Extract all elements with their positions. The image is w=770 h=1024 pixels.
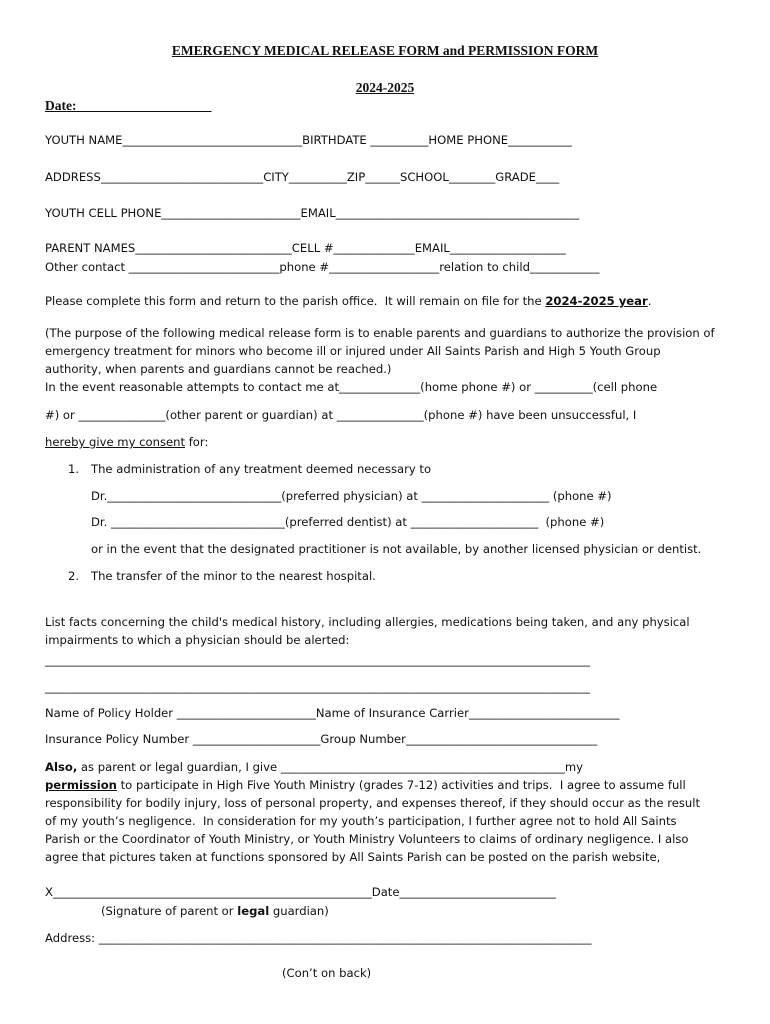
signature-caption-pre: (Signature of parent or [101,904,238,918]
contact-attempt-line-2[interactable]: #) or _______________(other parent or guardian) at _______________(phone #) have been unsuccessful, I [45,408,637,422]
permission-line-1[interactable] [45,759,583,775]
signature-caption-legal: legal [237,904,270,918]
youth-info-line-3[interactable]: YOUTH CELL PHONE________________________EMAIL__________________________________________ [45,206,580,220]
address-line[interactable]: Address: _____________________________________________________________________________________ [45,931,592,945]
consent-item-2-number: 2. [68,569,80,583]
medical-history-blank-2[interactable]: ______________________________________________________________________________________________ [45,680,590,694]
permission-line-5: Parish or the Coordinator of Youth Ministry, or Youth Ministry Volunteers to claims of ordinary negligence. I also [45,832,689,846]
preferred-dentist-field[interactable]: Dr. ______________________________(preferred dentist) at ______________________ (phone #) [91,515,605,529]
insurance-line-2[interactable]: Insurance Policy Number ______________________Group Number_________________________________ [45,732,598,746]
consent-for: for: [185,435,209,449]
medical-history-line-1: List facts concerning the child's medical history, including allergies, medications being taken, and any physical [45,615,690,629]
contact-attempt-line-1[interactable]: In the event reasonable attempts to contact me at______________(home phone #) or __________(cell phone [45,380,658,394]
preferred-physician-field[interactable]: Dr.______________________________(preferred physician) at ______________________ (phone #) [91,489,612,503]
medical-history-blank-1[interactable]: ______________________________________________________________________________________________ [45,653,590,667]
permission-line-6: agree that pictures taken at functions sponsored by All Saints Parish can be posted on the parish website, [45,850,661,864]
permission-text-2: to participate in High Five Youth Ministry (grades 7-12) activities and trips. I agree to assume full [116,778,686,792]
alternate-practitioner-text: or in the event that the designated practitioner is not available, by another licensed physician or dentist. [91,542,702,556]
youth-info-line-2[interactable]: ADDRESS____________________________CITY__________ZIP______SCHOOL________GRADE____ [45,170,560,184]
consent-phrase: hereby give my consent [45,435,186,449]
date-field[interactable] [45,98,211,114]
instructions [45,293,651,309]
youth-info-line-1[interactable]: YOUTH NAME_______________________________BIRTHDATE __________HOME PHONE___________ [45,133,572,147]
date-label: Date: [45,98,212,113]
signature-caption [101,903,329,919]
continued-on-back: (Con’t on back) [282,966,372,980]
permission-line-4: of my youth’s negligence. In consideration for my youth’s participation, I further agree not to hold All Saints [45,814,677,828]
consent-item-1: The administration of any treatment deemed necessary to [91,462,432,476]
instructions-end: . [647,294,652,308]
permission-word: permission [45,778,117,792]
signature-line[interactable]: X_______________________________________________________Date___________________________ [45,885,556,899]
also-word: Also, [45,760,78,774]
permission-line-2 [45,777,686,793]
parent-info-line-2[interactable]: Other contact __________________________phone #___________________relation to child____________ [45,260,600,274]
consent-item-1-number: 1. [68,462,80,476]
consent-item-2: The transfer of the minor to the nearest hospital. [91,569,376,583]
form-title: EMERGENCY MEDICAL RELEASE FORM and PERMISSION FORM [171,43,599,58]
purpose-line-1: (The purpose of the following medical release form is to enable parents and guardians to authorize the provision of [45,326,715,340]
signature-caption-post: guardian) [269,904,329,918]
medical-history-line-2: impairments to which a physician should be alerted: [45,633,350,647]
purpose-line-3: authority, when parents and guardians cannot be reached.) [45,362,392,376]
instructions-year: 2024-2025 year [545,294,648,308]
purpose-line-2: emergency treatment for minors who become ill or injured under All Saints Parish and High 5 Youth Group [45,344,661,358]
permission-text-1: as parent or legal guardian, I give _________________________________________________my [77,760,584,774]
parent-info-line-1[interactable]: PARENT NAMES___________________________CELL #______________EMAIL____________________ [45,241,566,255]
school-year: 2024-2025 [355,80,415,95]
instructions-text: Please complete this form and return to the parish office. It will remain on file for the [45,294,546,308]
insurance-line-1[interactable]: Name of Policy Holder ________________________Name of Insurance Carrier__________________________ [45,706,620,720]
permission-line-3: responsibility for bodily injury, loss of personal property, and expenses thereof, if they should occur as the result [45,796,701,810]
consent-line [45,434,208,450]
